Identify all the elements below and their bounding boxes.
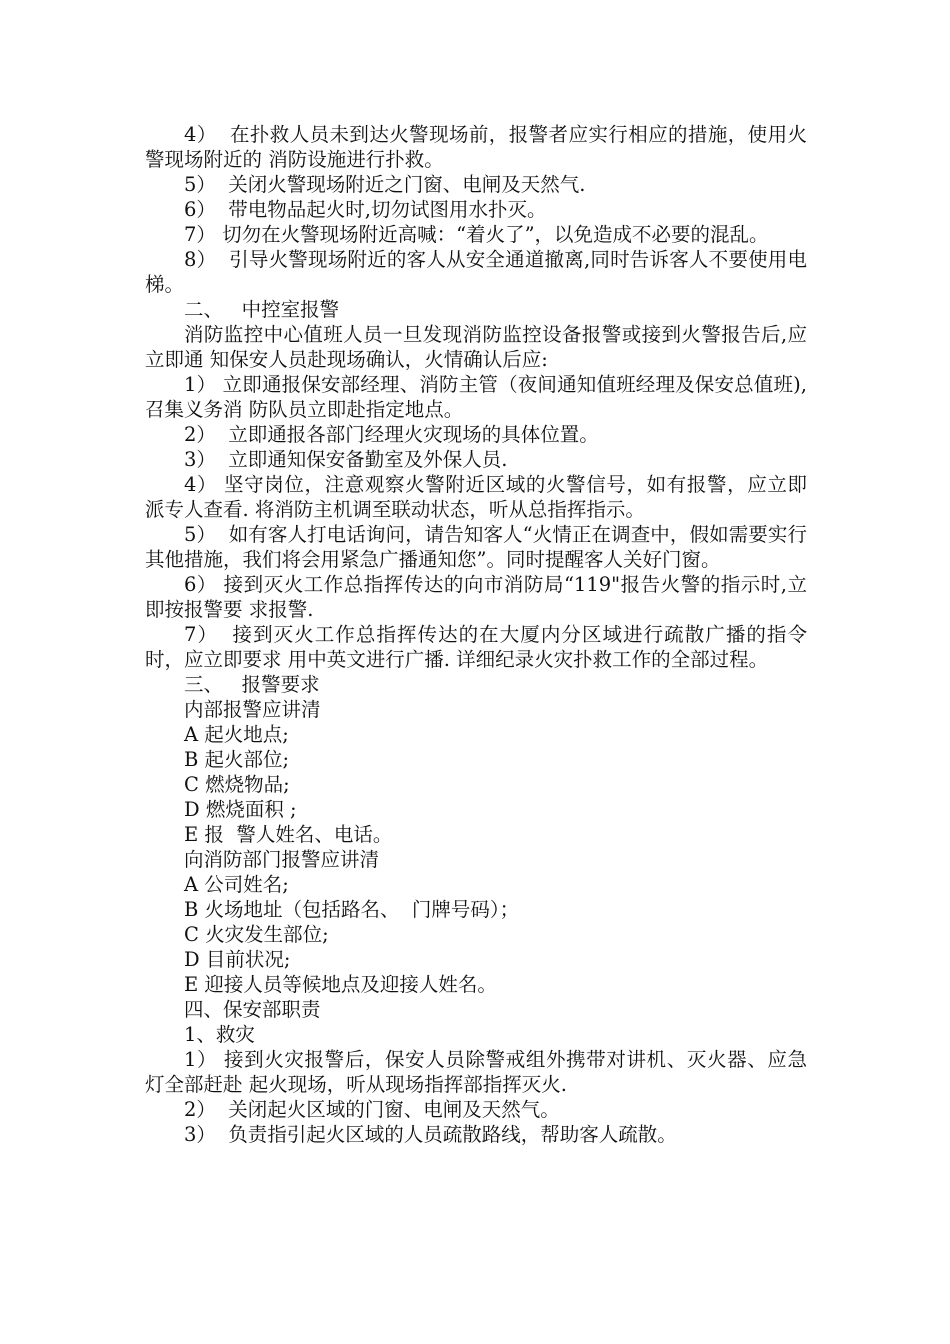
- paragraph-control-6: 6） 接到灭火工作总指挥传达的向市消防局“119"报告火警的指示时,立即按报警要 求报警.: [145, 573, 807, 621]
- list-item-fire-dept-e: E 迎接人员等候地点及迎接人姓名。: [184, 973, 497, 996]
- subheading-rescue: 1、救灾: [184, 1023, 255, 1046]
- paragraph-control-5: 5） 如有客人打电话询问，请告知客人“火情正在调查中，假如需要实行其他措施，我们将会用紧急广播通知您”。同时提醒客人关好门窗。: [145, 523, 807, 571]
- list-item-internal-c: C 燃烧物品;: [184, 773, 290, 796]
- paragraph-item-7: 7） 切勿在火警现场附近高喊：“着火了”，以免造成不必要的混乱。: [184, 223, 769, 246]
- paragraph-rescue-2: 2） 关闭起火区域的门窗、电闸及天然气。: [184, 1098, 560, 1121]
- subheading-internal-alarm: 内部报警应讲清: [184, 698, 321, 721]
- paragraph-control-2: 2） 立即通报各部门经理火灾现场的具体位置。: [184, 423, 599, 446]
- paragraph-rescue-1: 1） 接到火灾报警后，保安人员除警戒组外携带对讲机、灭火器、应急灯全部赶赴 起火现场，听从现场指挥部指挥灭火.: [145, 1048, 807, 1096]
- paragraph-item-4: 4） 在扑救人员未到达火警现场前，报警者应实行相应的措施，使用火警现场附近的 消防设施进行扑救。: [145, 123, 807, 171]
- list-item-internal-b: B 起火部位;: [184, 748, 290, 771]
- paragraph-control-4: 4） 坚守岗位，注意观察火警附近区域的火警信号，如有报警，应立即派专人查看. 将消防主机调至联动状态，听从总指挥指示。: [145, 473, 807, 521]
- list-item-fire-dept-b: B 火场地址（包括路名、 门牌号码）；: [184, 898, 520, 921]
- section-heading-alarm-requirements: 三、 报警要求: [184, 673, 320, 696]
- paragraph-control-7: 7） 接到灭火工作总指挥传达的在大厦内分区域进行疏散广播的指令时，应立即要求 用中英文进行广播. 详细纪录火灾扑救工作的全部过程。: [145, 623, 807, 671]
- paragraph-control-1: 1） 立即通报保安部经理、消防主管（夜间通知值班经理及保安总值班),召集义务消 防队员立即赴指定地点。: [145, 373, 807, 421]
- paragraph-rescue-3: 3） 负责指引起火区域的人员疏散路线，帮助客人疏散。: [184, 1123, 677, 1146]
- paragraph-item-5: 5） 关闭火警现场附近之门窗、电闸及天然气.: [184, 173, 586, 196]
- list-item-fire-dept-a: A 公司姓名;: [184, 873, 289, 896]
- list-item-fire-dept-c: C 火灾发生部位;: [184, 923, 329, 946]
- list-item-internal-e: E 报 警人姓名、电话。: [184, 823, 393, 846]
- document-page: [145, 122, 807, 1147]
- section-heading-security-duties: 四、保安部职责: [184, 998, 321, 1021]
- list-item-internal-d: D 燃烧面积 ;: [184, 798, 297, 821]
- list-item-internal-a: A 起火地点;: [184, 723, 289, 746]
- paragraph-control-3: 3） 立即通知保安备勤室及外保人员.: [184, 448, 508, 471]
- paragraph-item-8: 8） 引导火警现场附近的客人从安全通道撤离,同时告诉客人不要使用电梯。: [145, 248, 807, 296]
- list-item-fire-dept-d: D 目前状况;: [184, 948, 291, 971]
- paragraph-control-room-intro: 消防监控中心值班人员一旦发现消防监控设备报警或接到火警报告后,应立即通 知保安人员赴现场确认，火情确认后应:: [145, 323, 807, 371]
- paragraph-item-6: 6） 带电物品起火时,切勿试图用水扑灭。: [184, 198, 547, 221]
- subheading-fire-dept-alarm: 向消防部门报警应讲清: [184, 848, 380, 871]
- section-heading-control-room: 二、 中控室报警: [184, 298, 340, 321]
